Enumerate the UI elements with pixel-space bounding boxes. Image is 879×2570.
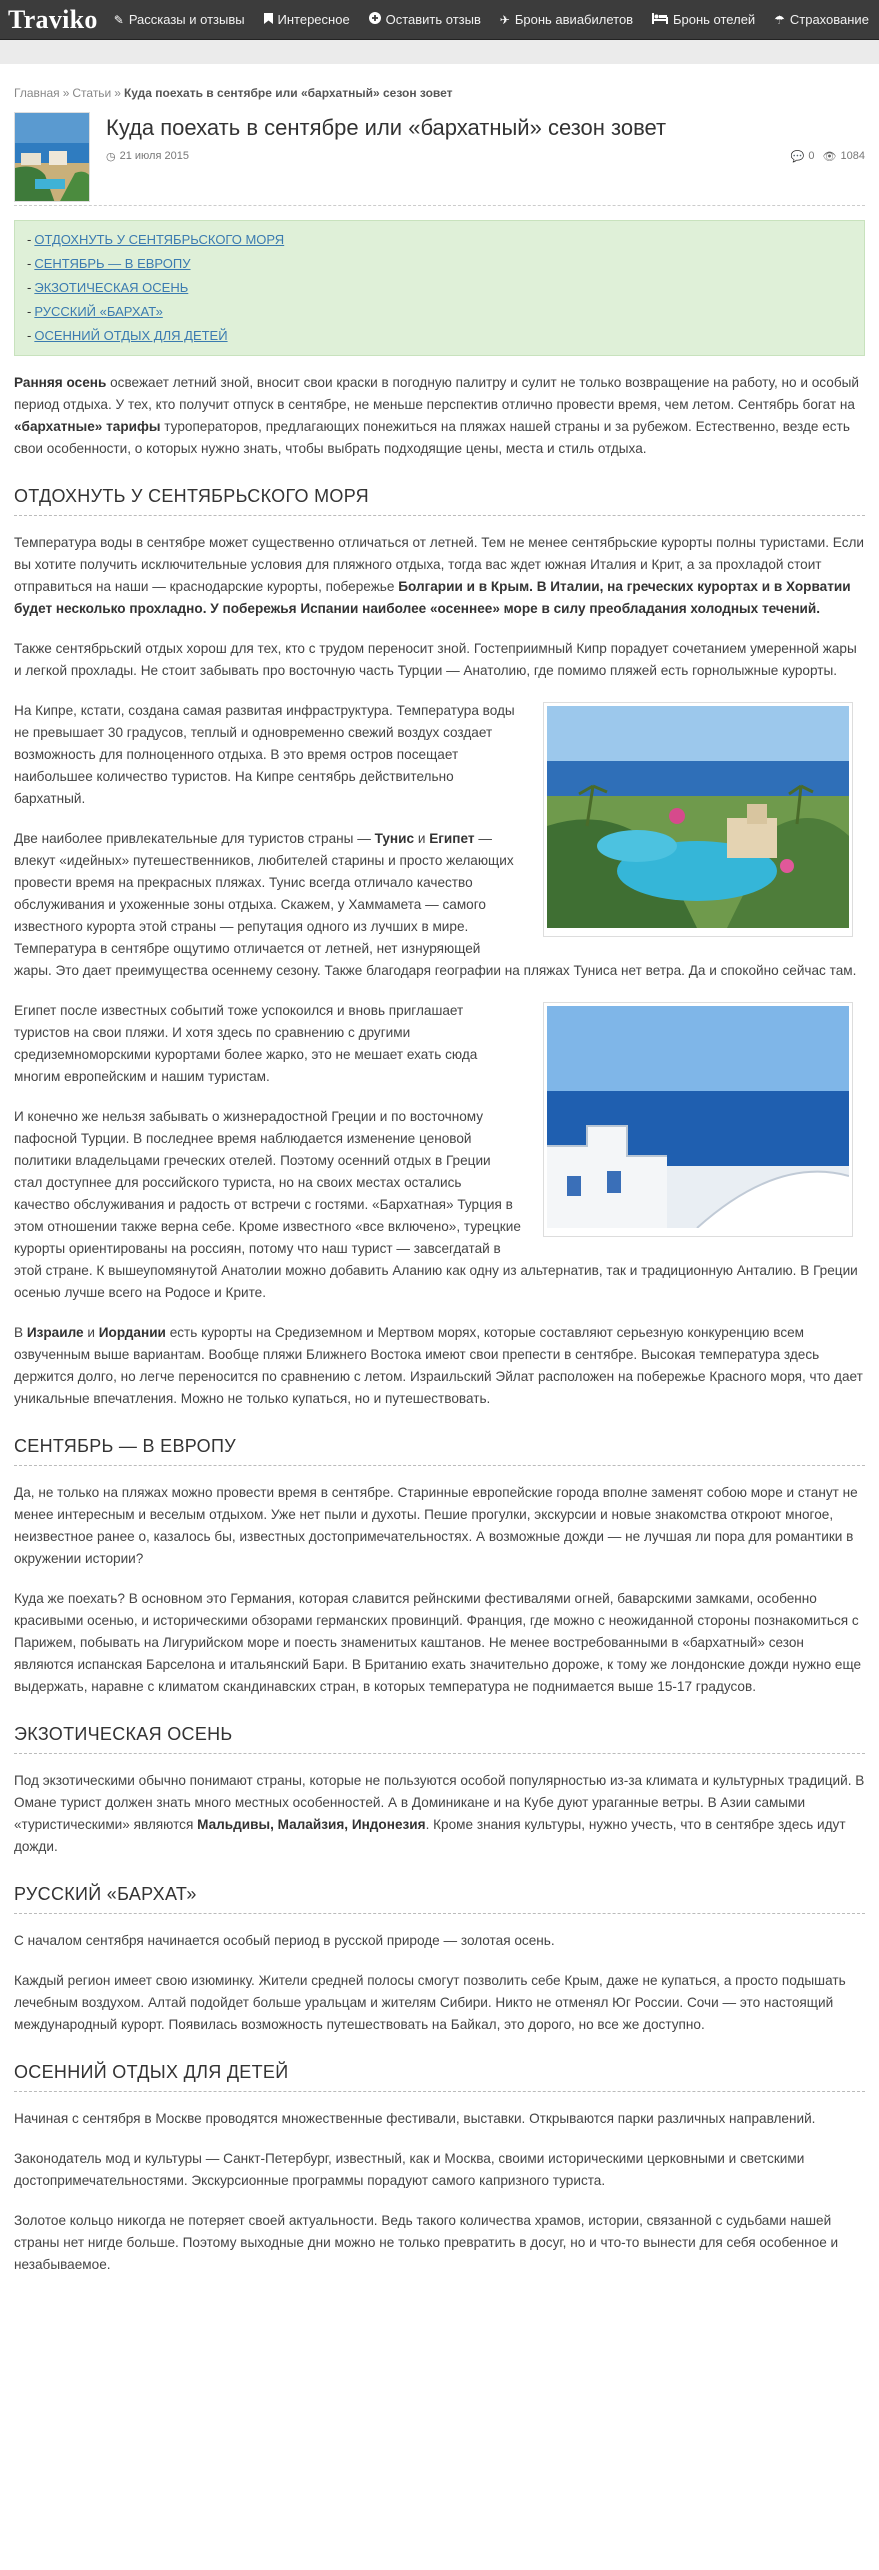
article-title: Куда поехать в сентябре или «бархатный» сезон зовет [106,115,667,140]
toc-item: - СЕНТЯБРЬ — В ЕВРОПУ [27,256,191,271]
paragraph: Две наиболее привлекательные для туристов страны — Тунис и Египет — влекут «идейных» путешественников, любителей старины и просто желающих провести время на прекрасных пляжах. Тунис всегда отличало качество обслуживания и ухоженные зоны отдыха. Скажем, у Хаммамета — самого известного курорта этой страны — репутация одного из лучших в мире. Температура в сентябре ощутимо отличается от летней, нет изнуряющей жары. Это дает преимущества осеннему сезону. Также благодаря географии на пляжах Туниса нет ветра. Да и спокойно сейчас там. [14,831,857,978]
breadcrumb-current: Куда поехать в сентябре или «бархатный» сезон зовет [123,86,453,100]
section-heading: СЕНТЯБРЬ — В ЕВРОПУ [14,1436,865,1466]
paragraph: С началом сентября начинается особый период в русской природе — золотая осень. [14,1933,555,1948]
article-thumbnail [14,112,90,202]
cyprus-resort-photo [543,702,853,937]
paragraph: Золотое кольцо никогда не потеряет своей актуальности. Ведь такого количества храмов, истории, связанной с судьбами нашей страны нет нигде больше. Поэтому выходные дни можно не только превратить в досуг, но и что-то вынести для себя особенное и незабываемое. [14,2213,839,2272]
breadcrumb-articles[interactable]: Статьи [72,86,112,100]
section-heading: ОСЕННИЙ ОТДЫХ ДЛЯ ДЕТЕЙ [14,2062,865,2092]
comments-icon: 💬 [790,150,805,163]
table-of-contents [14,220,865,356]
toc-item: - РУССКИЙ «БАРХАТ» [27,304,163,319]
breadcrumb-separator: » [114,86,121,100]
plane-icon: ✈ [499,12,510,27]
eye-icon: 👁 [822,150,837,163]
views-count: 1084 [840,150,865,162]
nav-label: Бронь авиабилетов [514,12,634,27]
breadcrumb-home[interactable]: Главная [14,86,60,100]
intro-paragraph: Ранняя осень освежает летний зной, вносит свои краски в погодную палитру и сулит не только возвращение на работу, но и особый период отдыха. У тех, кто получит отпуск в сентябре, не меньше перспектив отлично провести время, чем летом. Сентябрь богат на «бархатные» тарифы туроператоров, предлагающих понежиться на пляжах нашей страны и за рубежом. Естественно, везде есть свои особенности, о которых нужно знать, чтобы выбрать подходящие цены, места и стиль отдыха. [14,375,859,456]
paragraph: В Израиле и Иордании есть курорты на Средиземном и Мертвом морях, которые составляют серьезную конкуренцию всем озвученным выше вариантам. Вообще пляжи Ближнего Востока имеют свои препести в сентябре. Высокая температура здесь держится долго, но легче переносится по сравнению с летом. Израильский Эйлат расположен на побережье Красного моря, что дает уникальные впечатления. Можно не только купаться, но и путешествовать. [14,1325,863,1406]
paragraph: Под экзотическими обычно понимают страны, которые не пользуются особой популярностью из-за климата и культурных традиций. В Омане турист должен знать много местных особенностей. А в Доминикане и на Кубе дуют ураганные ветры. В Азии самыми «туристическими» являются Мальдивы, Малайзия, Индонезия. Кроме знания культуры, нужно учесть, что в сентябре здесь идут дожди. [14,1773,865,1854]
section-heading: ОТДОХНУТЬ У СЕНТЯБРЬСКОГО МОРЯ [14,486,865,516]
toc-link[interactable]: РУССКИЙ «БАРХАТ» [34,304,163,319]
site-logo[interactable]: Traviko [8,4,98,34]
umbrella-icon: ☂ [774,12,785,27]
article-header [14,112,865,206]
comments-count[interactable]: 0 [808,150,815,162]
paragraph: На Кипре, кстати, создана самая развитая инфраструктура. Температура воды не превышает 30 градусов, теплый и одновременно свежий воздух создает возможность для полноценного отдыха. В это время остров посещает наибольшее количество туристов. На Кипре сентябрь действительно бархатный. [14,703,515,806]
paragraph: Куда же поехать? В основном это Германия, которая славится рейнскими фестивалями огней, баварскими замками, особенно красивыми осенью, и историческими обзорами германских провинций. Франция, где можно с неожиданной стороны познакомиться с Парижем, побывать на Лигурийском море и поесть знаменитых каштанов. Не менее востребованными в «бархатный» сезон являются испанская Барселона и итальянский Бари. В Британию ехать значительно дороже, к тому же лондонские дожди нужно еще выдержать, наравне с климатом скандинавских стран, в которых температура не поднимается выше 15-17 градусов. [14,1591,862,1694]
breadcrumb [14,86,865,100]
toc-item: - ОТДОХНУТЬ У СЕНТЯБРЬСКОГО МОРЯ [27,232,285,247]
nav-interesting[interactable] [262,12,352,27]
toc-item: - ОСЕННИЙ ОТДЫХ ДЛЯ ДЕТЕЙ [27,328,228,343]
nav-label: Бронь отелей [673,12,756,27]
toc-link[interactable]: ОТДОХНУТЬ У СЕНТЯБРЬСКОГО МОРЯ [34,232,285,247]
paragraph: Начиная с сентября в Москве проводятся множественные фестивали, выставки. Открываются парки различных направлений. [14,2111,816,2126]
toc-link[interactable]: СЕНТЯБРЬ — В ЕВРОПУ [34,256,191,271]
paragraph: Каждый регион имеет свою изюминку. Жители средней полосы смогут позволить себе Крым, даже не купаться, а просто подышать лечебным воздухом. Алтай подойдет больше уральцам и жителям Сибири. Никто не отменял Юг России. Сочи — это настоящий международный курорт. Появилась возможность путешествовать на Байкал, это дорого, но все же доступно. [14,1973,846,2032]
nav-label: Страхование [789,12,869,27]
article-date: 21 июля 2015 [119,150,189,162]
section-heading: ЭКЗОТИЧЕСКАЯ ОСЕНЬ [14,1724,865,1754]
paragraph: И конечно же нельзя забывать о жизнерадостной Греции и по восточному пафосной Турции. В последнее время наблюдается изменение ценовой политики владельцами греческих отелей. Поэтому осенний отдых в Греции стал доступнее для российского туриста, но на своих местах остались качество обслуживания и радость от встречи с гостями. «Бархатная» Турция в этом отношении также верна себе. Кроме известного «все включено», турецкие курорты ориентированы на россиян, потому что наш турист — завсегдатай в этой стране. К вышеупомянутой Анатолии можно добавить Аланию как одну из альтернатив, так и традиционную Анталию. В Греции осенью лучше всего на Родосе и Крите. [14,1109,858,1300]
clock-icon: ◷ [106,150,116,163]
nav-label: Рассказы и отзывы [128,12,245,27]
article-meta [106,150,865,163]
paragraph: Температура воды в сентябре может существенно отличаться от летней. Тем не менее сентябрьские курорты полны туристами. Если вы хотите получить исключительные условия для пляжного отдыха, тогда вас ждет южная Италия и Крит, а за прохладой стоит отправиться на наши — краснодарские курорты, побережье Болгарии и в Крым. В Италии, на греческих курортах и в Хорватии будет несколько прохладно. У побережья Испании наиболее «осеннее» море в силу преобладания холодных течений. [14,535,865,616]
bookmark-icon [264,13,273,27]
article-page [0,64,879,2570]
nav-flights[interactable] [498,12,635,27]
plus-circle-icon [369,12,381,27]
paragraph: Законодатель мод и культуры — Санкт-Петербург, известный, как и Москва, своими историческими церковными и светскими достопримечательностями. Экскурсионные программы порадуют самого капризного туриста. [14,2151,805,2188]
nav-insurance[interactable] [772,12,871,27]
toc-link[interactable]: ОСЕННИЙ ОТДЫХ ДЛЯ ДЕТЕЙ [34,328,228,343]
paragraph: Также сентябрьский отдых хорош для тех, кто с трудом переносит зной. Гостеприимный Кипр порадует сочетанием умеренной жары и легкой прохлады. Не стоит забывать про восточную часть Турции — Анатолию, где помимо пляжей есть горнолыжные курорты. [14,641,857,678]
nav-label: Оставить отзыв [385,12,481,27]
nav-label: Интересное [277,12,350,27]
paragraph: Египет после известных событий тоже успокоился и вновь приглашает туристов на свои пляжи. И хотя здесь по сравнению с другими средиземноморскими курортами более жарко, это не мешает ехать сюда многим европейским и нашим туристам. [14,1003,478,1084]
nav-hotels[interactable] [650,12,757,27]
edit-icon: ✎ [113,12,124,27]
toc-link[interactable]: ЭКЗОТИЧЕСКАЯ ОСЕНЬ [34,280,189,295]
bed-icon [652,13,668,27]
paragraph: Да, не только на пляжах можно провести время в сентябре. Старинные европейские города вполне заменят собою море и станут не менее интересным и веселым отдыхом. Уже нет пыли и духоты. Пешие прогулки, экскурсии и новые знакомства откроют многое, неизвестное ранее о, казалось бы, известных достопримечательностях. А возможные дожди — не лучшая ли пора для романтики в окружении истории? [14,1485,858,1566]
top-navbar [0,0,879,40]
nav-leave-review[interactable] [367,12,483,27]
main-nav [112,12,871,27]
toc-item: - ЭКЗОТИЧЕСКАЯ ОСЕНЬ [27,280,189,295]
nav-stories[interactable] [112,12,247,27]
section-heading: РУССКИЙ «БАРХАТ» [14,1884,865,1914]
breadcrumb-separator: » [62,86,70,100]
greece-resort-photo [543,1002,853,1237]
